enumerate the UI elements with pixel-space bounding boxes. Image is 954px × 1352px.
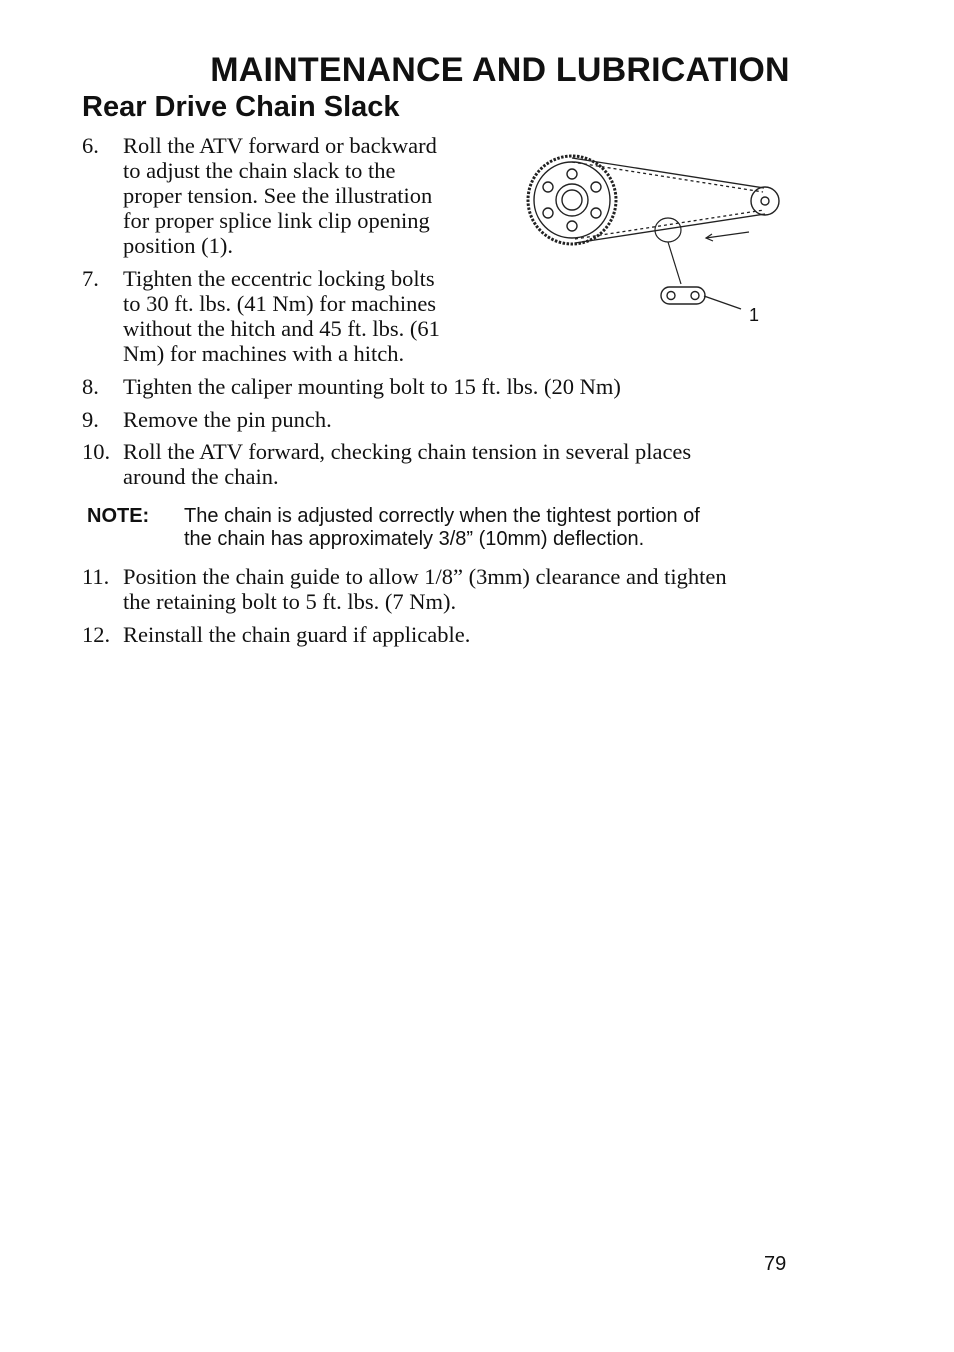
step-line: to 30 ft. lbs. (41 Nm) for machines	[123, 291, 437, 316]
step-line: Nm) for machines with a hitch.	[123, 341, 405, 366]
note-text	[184, 505, 804, 551]
step-line: Tighten the eccentric locking bolts	[123, 266, 435, 291]
step-line: for proper splice link clip opening	[123, 208, 430, 233]
step-text	[123, 133, 437, 258]
step-number: 7.	[82, 266, 99, 291]
step-line: Position the chain guide to allow 1/8” (3mm) clearance and tighten	[123, 564, 727, 589]
step-text	[123, 374, 621, 399]
step-line: around the chain.	[123, 464, 279, 489]
page-header: MAINTENANCE AND LUBRICATION	[210, 51, 790, 89]
step-12	[82, 622, 782, 647]
step-text	[123, 439, 691, 489]
step-number: 11.	[82, 564, 110, 589]
step-line: Roll the ATV forward, checking chain tension in several places	[123, 439, 692, 464]
step-number: 9.	[82, 407, 99, 432]
chain-run	[572, 158, 765, 243]
step-number: 6.	[82, 133, 99, 158]
step-line: without the hitch and 45 ft. lbs. (61	[123, 316, 440, 341]
step-number: 10.	[82, 439, 111, 464]
note-line: The chain is adjusted correctly when the tightest portion of	[184, 505, 700, 527]
note-line: the chain has approximately 3/8” (10mm) deflection.	[184, 528, 645, 550]
step-8	[82, 374, 782, 399]
direction-arrow-icon	[706, 232, 749, 241]
step-line: Reinstall the chain guard if applicable.	[123, 622, 471, 647]
splice-link-clip-icon	[661, 287, 741, 309]
step-text	[123, 622, 470, 647]
front-sprocket	[751, 187, 779, 215]
step-line: Roll the ATV forward or backward	[123, 133, 437, 158]
step-text	[123, 407, 332, 432]
section-title: Rear Drive Chain Slack	[82, 91, 400, 123]
step-text	[123, 564, 727, 614]
step-number: 8.	[82, 374, 99, 399]
note-label: NOTE:	[87, 505, 150, 527]
step-7	[82, 266, 502, 366]
step-line: to adjust the chain slack to the	[123, 158, 396, 183]
page-number: 79	[764, 1253, 787, 1275]
step-9	[82, 407, 782, 432]
step-11	[82, 564, 842, 614]
step-line: proper tension. See the illustration	[123, 183, 433, 208]
step-10	[82, 439, 812, 489]
step-number: 12.	[82, 622, 111, 647]
step-line: Remove the pin punch.	[123, 407, 332, 432]
rear-sprocket	[528, 156, 616, 244]
step-text	[123, 266, 440, 366]
figure-callout: 1	[749, 305, 760, 325]
step-line: position (1).	[123, 233, 233, 258]
step-6	[82, 133, 502, 258]
step-line: the retaining bolt to 5 ft. lbs. (7 Nm).	[123, 589, 457, 614]
step-line: Tighten the caliper mounting bolt to 15 ft. lbs. (20 Nm)	[123, 374, 621, 399]
